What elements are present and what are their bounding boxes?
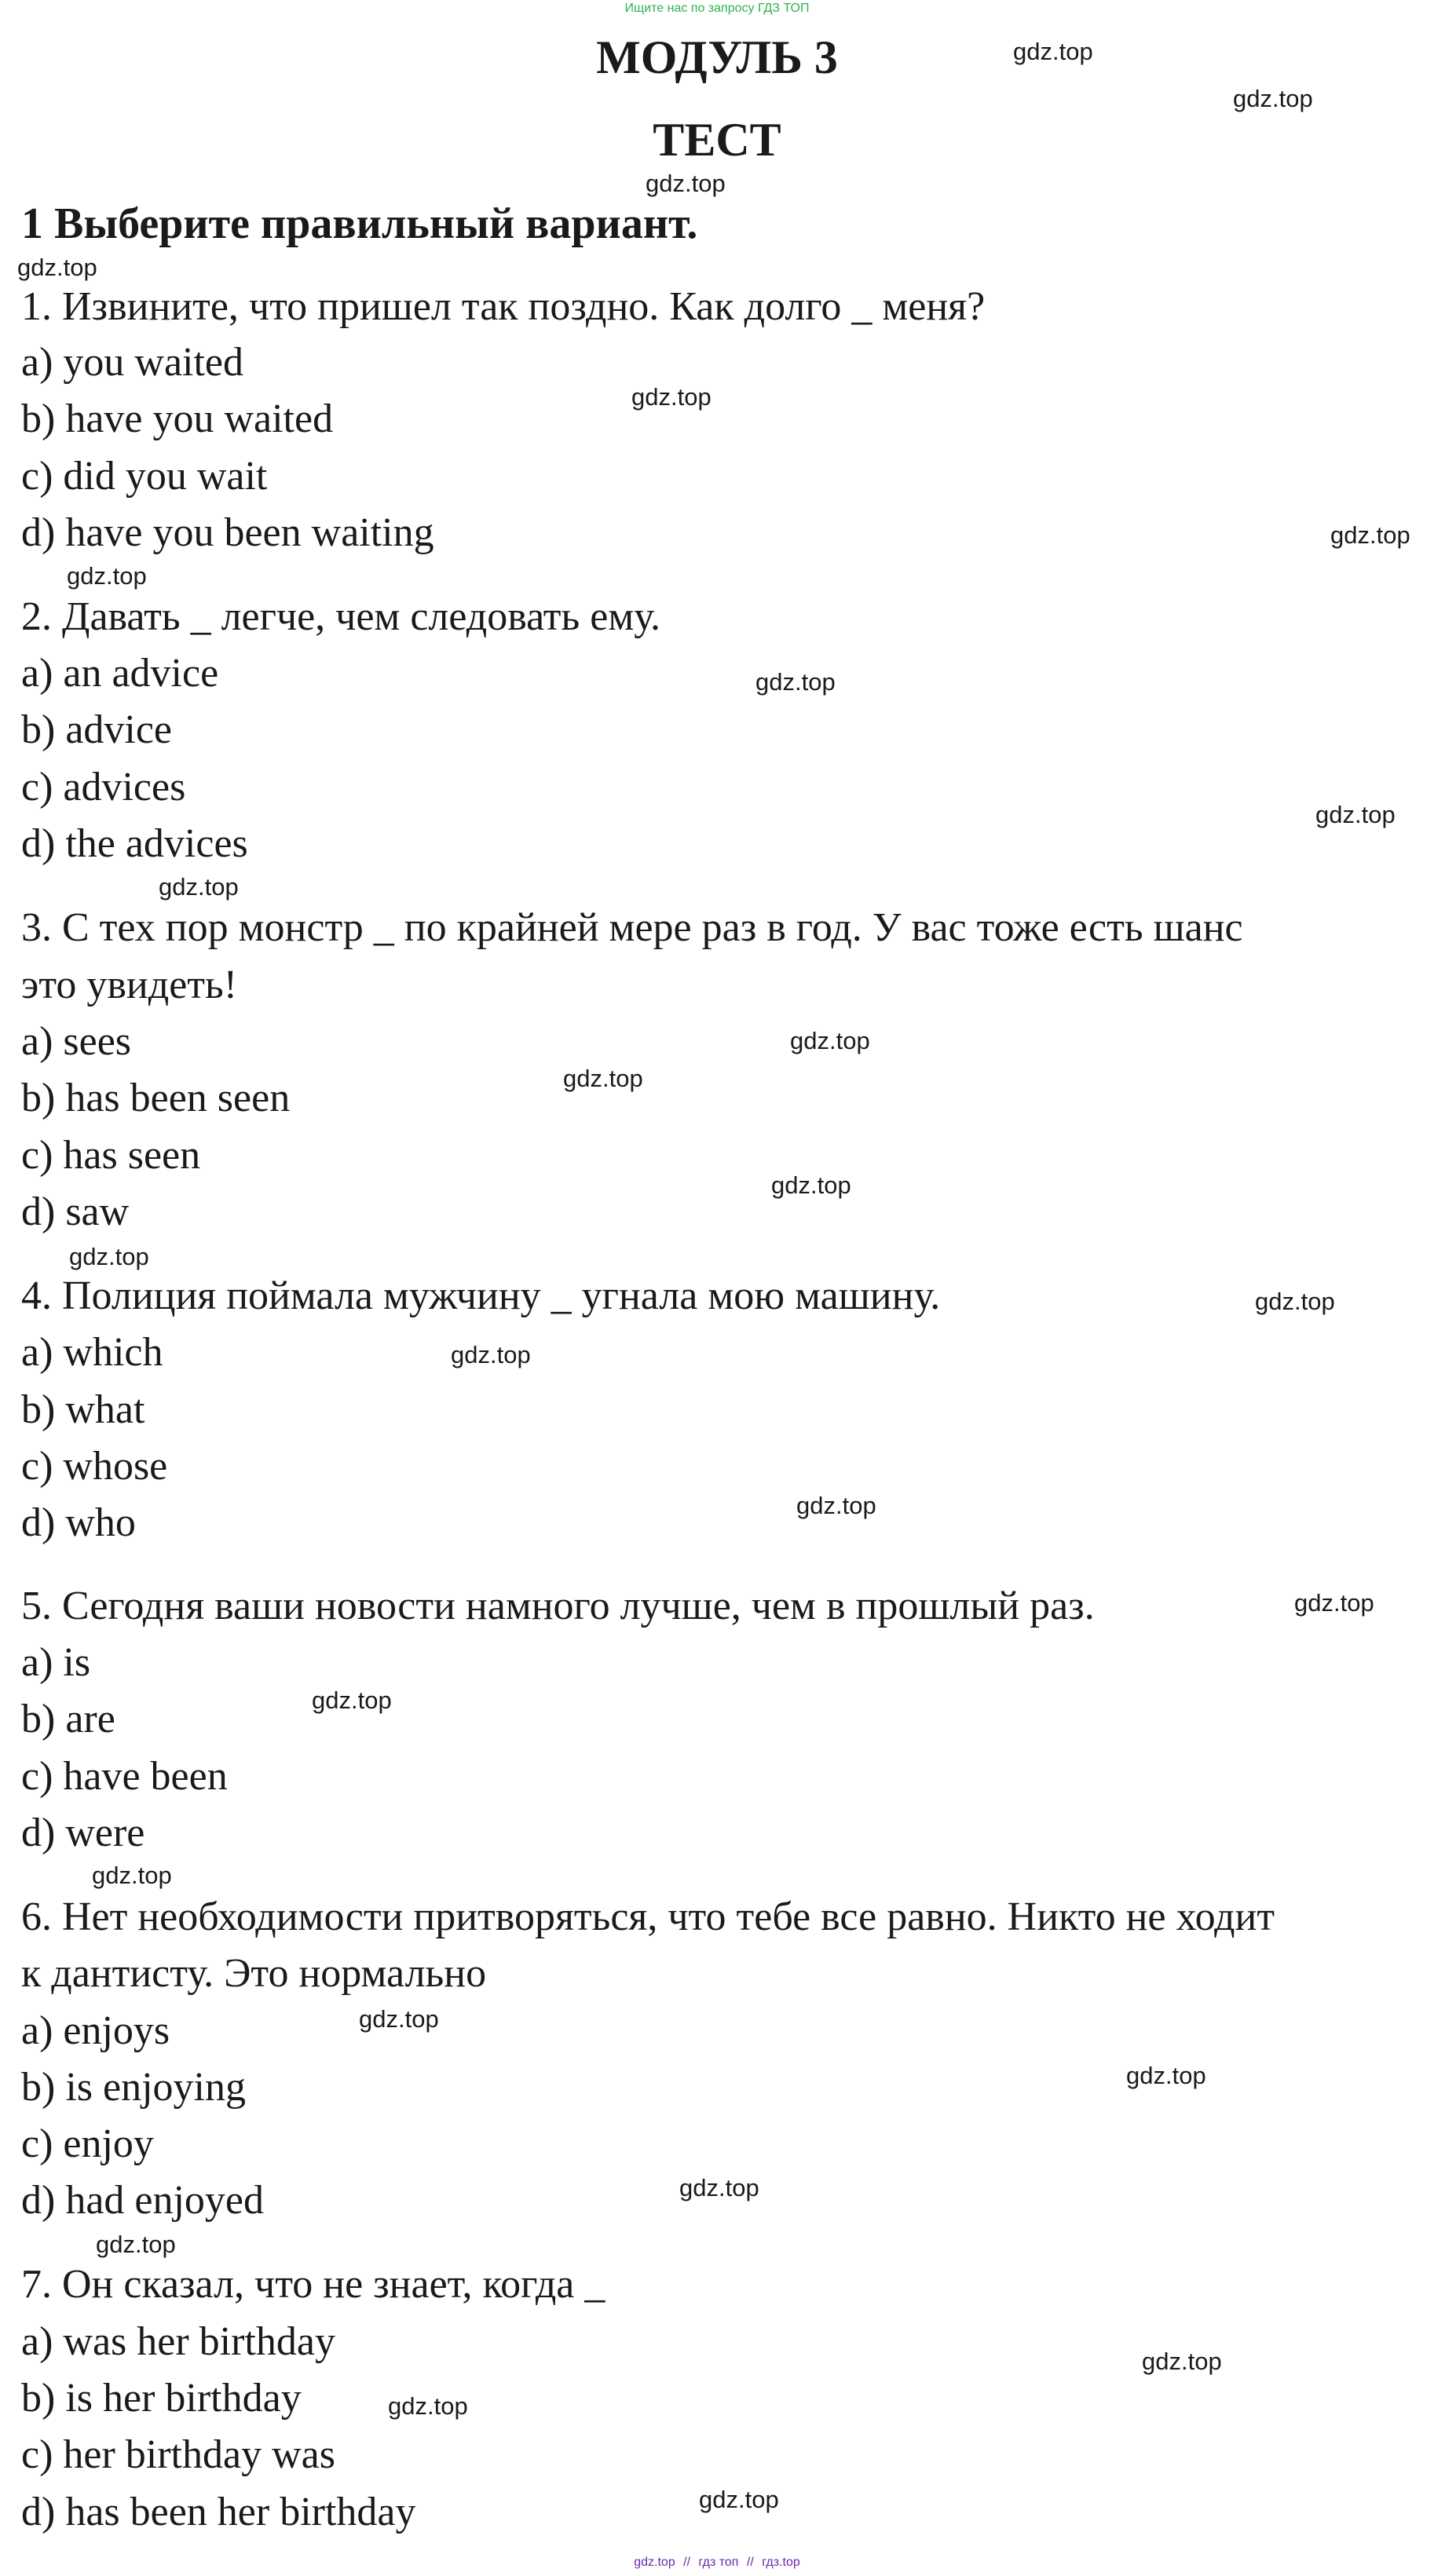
watermark: gdz.top — [646, 170, 726, 197]
q5-option-c: c) have been — [21, 1754, 228, 1799]
q6-option-b: b) is enjoying — [21, 2065, 246, 2110]
q5-option-b: b) are — [21, 1697, 115, 1741]
watermark: gdz.top — [1142, 2348, 1222, 2375]
q3-option-c: c) has seen — [21, 1133, 201, 1178]
question-3-line-2: это увидеть! — [21, 963, 238, 1007]
watermark: gdz.top — [388, 2392, 468, 2420]
question-6: 6. Нет необходимости притворяться, что тебе все равно. Никто не ходит — [21, 1895, 1275, 1939]
question-4: 4. Полиция поймала мужчину _ угнала мою машину. — [21, 1273, 941, 1318]
task-instruction: 1 Выберите правильный вариант. — [21, 199, 698, 248]
q6-option-d: d) had enjoyed — [21, 2178, 265, 2223]
watermark: gdz.top — [69, 1243, 149, 1270]
q5-option-d: d) were — [21, 1811, 145, 1855]
q7-option-a: a) was her birthday — [21, 2319, 335, 2364]
watermark: gdz.top — [1126, 2062, 1206, 2089]
q4-option-c: c) whose — [21, 1444, 168, 1489]
watermark: gdz.top — [1255, 1288, 1335, 1315]
watermark: gdz.top — [755, 668, 836, 696]
watermark: gdz.top — [1315, 801, 1396, 828]
question-7: 7. Он сказал, что не знает, когда _ — [21, 2262, 605, 2307]
watermark: gdz.top — [96, 2231, 176, 2258]
q6-option-c: c) enjoy — [21, 2121, 154, 2166]
q4-option-d: d) who — [21, 1500, 136, 1545]
q2-option-d: d) the advices — [21, 821, 248, 866]
footer-separator: // — [746, 2556, 754, 2569]
question-5: 5. Сегодня ваши новости намного лучше, чем в прошлый раз. — [21, 1584, 1095, 1628]
watermark: gdz.top — [1233, 85, 1313, 112]
q3-option-a: a) sees — [21, 1019, 132, 1064]
watermark: gdz.top — [679, 2174, 759, 2201]
watermark: gdz.top — [312, 1686, 392, 1714]
watermark: gdz.top — [1013, 38, 1093, 65]
footer-separator: // — [683, 2556, 691, 2569]
watermark: gdz.top — [631, 383, 712, 411]
question-2: 2. Давать _ легче, чем следовать ему. — [21, 594, 661, 639]
watermark: gdz.top — [92, 1862, 172, 1889]
q2-option-b: b) advice — [21, 707, 173, 752]
q1-option-d: d) have you been waiting — [21, 510, 434, 555]
question-3: 3. С тех пор монстр _ по крайней мере раз в год. У вас тоже есть шанс — [21, 905, 1243, 950]
module-title: МОДУЛЬ 3 — [596, 31, 838, 83]
q7-option-b: b) is her birthday — [21, 2376, 302, 2421]
question-1: 1. Извините, что пришел так поздно. Как долго _ меня? — [21, 284, 986, 329]
watermark: gdz.top — [796, 1492, 876, 1519]
watermark: gdz.top — [67, 562, 147, 590]
q1-option-c: c) did you wait — [21, 454, 268, 499]
q1-option-b: b) have you waited — [21, 396, 334, 441]
q3-option-b: b) has been seen — [21, 1076, 291, 1120]
q2-option-a: a) an advice — [21, 651, 219, 696]
footer-link-gdz-top-ru[interactable]: гдз топ — [698, 2556, 739, 2569]
footer-link-gdz-top[interactable]: gdz.top — [634, 2556, 675, 2569]
watermark: gdz.top — [1294, 1589, 1374, 1617]
watermark: gdz.top — [699, 2486, 779, 2513]
q1-option-a: a) you waited — [21, 340, 244, 385]
top-banner: Ищите нас по запросу ГДЗ ТОП — [624, 2, 810, 15]
watermark: gdz.top — [451, 1341, 531, 1368]
q6-option-a: a) enjoys — [21, 2008, 170, 2053]
q4-option-a: a) which — [21, 1330, 163, 1375]
watermark: gdz.top — [159, 873, 239, 901]
q7-option-c: c) her birthday was — [21, 2432, 335, 2477]
watermark: gdz.top — [1330, 521, 1410, 549]
q2-option-c: c) advices — [21, 765, 186, 809]
question-6-line-2: к дантисту. Это нормально — [21, 1951, 487, 1996]
watermark: gdz.top — [790, 1027, 870, 1054]
q4-option-b: b) what — [21, 1387, 145, 1432]
q7-option-d: d) has been her birthday — [21, 2490, 416, 2534]
footer-link-gdz-top-alt[interactable]: гдз.top — [762, 2556, 800, 2569]
watermark: gdz.top — [563, 1065, 643, 1092]
watermark: gdz.top — [771, 1171, 851, 1199]
footer-links — [0, 2556, 1434, 2570]
watermark: gdz.top — [17, 254, 97, 281]
test-title: ТЕСТ — [653, 114, 781, 166]
q5-option-a: a) is — [21, 1640, 91, 1685]
q3-option-d: d) saw — [21, 1189, 130, 1234]
watermark: gdz.top — [359, 2005, 439, 2033]
